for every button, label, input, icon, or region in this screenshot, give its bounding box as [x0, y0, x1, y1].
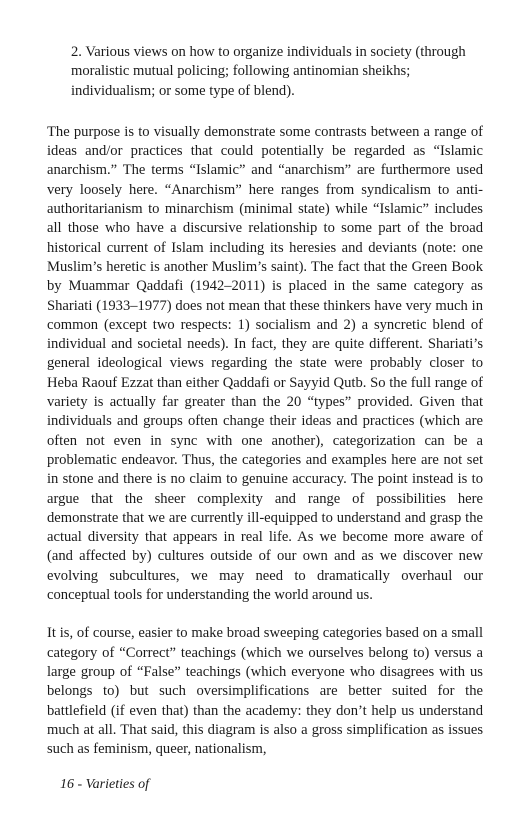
footer-separator: -: [74, 777, 86, 792]
paragraph-categories: It is, of course, easier to make broad sweeping categories based on a small category of “Correct” teachings (which we ourselves belong to) versus a large group of “False” teachings (which everyone who disagrees with us belongs to) but such oversimplifications are better suited for the battlefield (if even that) than the academy: they don’t help us understand much at all. That said, this diagram is also a gross simplification as issues such as feminism, queer, nationalism,: [47, 625, 483, 758]
page-number: 16: [60, 777, 74, 792]
paragraph-purpose: The purpose is to visually demonstrate some contrasts between a range of ideas and/or practices that could potentially be regarded as “Islamic anarchism.” The terms “Islamic” and “anarchism” are furthermore used very loosely here. “Anarchism” here ranges from syndicalism to anti-authoritarianism to minarchism (minimal state) while “Islamic” includes all those who have a discursive relationship to some part of the broad historical current of Islam including its heresies and deviants (note: one Muslim’s heretic is another Muslim’s saint). The fact that the Green Book by Muammar Qaddafi (1942–2011) is placed in the same category as Shariati (1933–1977) does not mean that these thinkers have very much in common (except two respects: 1) socialism and 2) a syncretic blend of individual and societal needs). In fact, they are quite different. Shariati’s general ideological views regarding the state were probably closer to Heba Raouf Ezzat than either Qaddafi or Sayyid Qutb. So the full range of variety is actually far greater than the 20 “types” provided. Given that individuals and groups often change their ideas and practices (which are often not even in sync with one another), categorization can be a problematic endeavor. Thus, the categories and examples here are not set in stone and there is no claim to genuine accuracy. The point instead is to argue that the sheer complexity and range of possibilities here demonstrate that we are currently ill-equipped to understand and grasp the actual diversity that appears in real life. As we become more aware of (and affected by) cultures outside of our own and as we discover new evolving subcultures, we may need to dramatically overhaul our conceptual tools for understanding the world around us.: [47, 123, 483, 604]
running-title: Varieties of: [85, 777, 150, 792]
page-footer: [60, 777, 149, 793]
page-content: [47, 43, 483, 778]
list-item: 2. Various views on how to organize individuals in society (through moralistic mutual policing; following antinomian sheikhs; individualism; or some type of blend).: [71, 44, 466, 99]
